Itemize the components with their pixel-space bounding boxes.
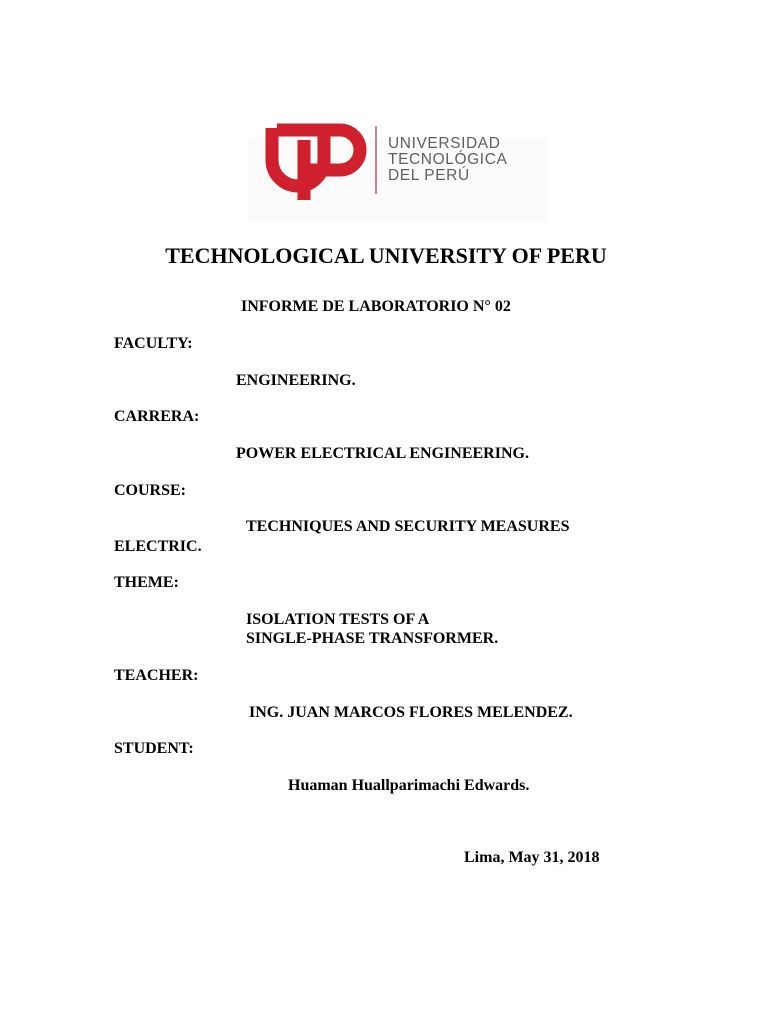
course-value-line-2: ELECTRIC.	[114, 538, 202, 555]
document-title: TECHNOLOGICAL UNIVERSITY OF PERU	[165, 243, 607, 268]
faculty-value: ENGINEERING.	[236, 372, 356, 389]
wordmark-line-3: DEL PERÚ	[388, 167, 470, 184]
teacher-label: TEACHER:	[114, 667, 199, 684]
wordmark-line-1: UNIVERSIDAD	[388, 135, 501, 152]
course-value-line-1: TECHNIQUES AND SECURITY MEASURES	[246, 518, 570, 535]
theme-value-line-2: SINGLE-PHASE TRANSFORMER.	[246, 630, 499, 647]
career-value: POWER ELECTRICAL ENGINEERING.	[236, 445, 529, 462]
course-label: COURSE:	[114, 482, 187, 499]
wordmark-line-2: TECNOLÓGICA	[388, 151, 508, 168]
theme-value-line-1: ISOLATION TESTS OF A	[246, 611, 430, 628]
place-date: Lima, May 31, 2018	[464, 849, 600, 866]
career-label: CARRERA:	[114, 408, 200, 425]
theme-label: THEME:	[114, 574, 179, 591]
university-wordmark	[388, 136, 507, 184]
teacher-value: ING. JUAN MARCOS FLORES MELENDEZ.	[249, 704, 573, 721]
student-value: Huaman Huallparimachi Edwards.	[288, 777, 530, 794]
student-label: STUDENT:	[114, 740, 194, 757]
faculty-label: FACULTY:	[114, 335, 193, 352]
report-label: INFORME DE LABORATORIO N° 02	[241, 298, 511, 315]
